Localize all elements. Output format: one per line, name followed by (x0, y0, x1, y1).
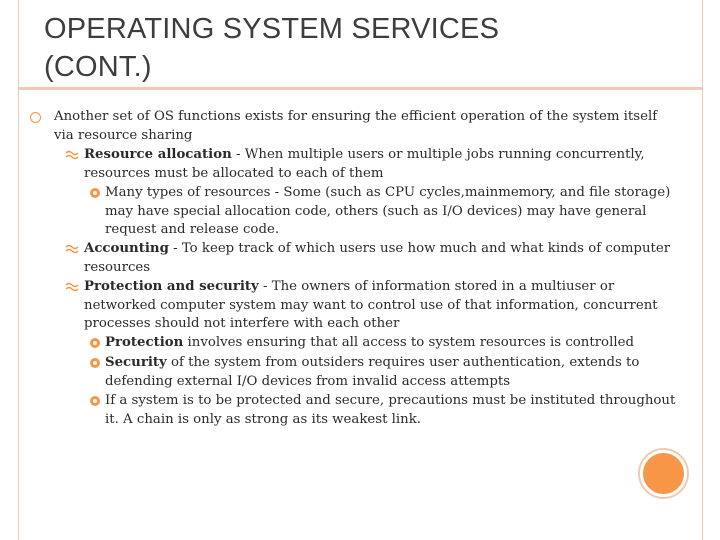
resource-types-item (105, 184, 680, 240)
security-sub-term: Security (105, 355, 167, 370)
protection-sub-item (105, 334, 680, 353)
resource-allocation-text: - When multiple users or multiple jobs running concurrently, resources must be allocated to each of them (84, 147, 645, 181)
security-sub-text: of the system from outsiders requires user authentication, extends to defending external I/O devices from invalid access attempts (105, 355, 640, 389)
intro-item (54, 108, 664, 145)
right-frame-line (702, 0, 703, 540)
accounting-item (84, 240, 674, 277)
protection-text: - The owners of information stored in a multiuser or networked computer system may want to control use of that information, concurrent processes should not interfere with each other (84, 279, 658, 332)
wave-icon (65, 281, 79, 293)
protection-sub-term: Protection (105, 335, 184, 350)
security-sub-item (105, 354, 680, 391)
slide-title-line-2: (CONT.) (44, 51, 152, 83)
slide-title (44, 10, 604, 86)
filled-circle-icon (90, 188, 100, 198)
resource-allocation-item (84, 146, 674, 183)
filled-circle-icon (90, 358, 100, 368)
chain-sub-item (105, 392, 680, 429)
accounting-term: Accounting (84, 241, 169, 256)
protection-sub-text: involves ensuring that all access to system resources is controlled (183, 335, 634, 350)
slide-title-line-1: OPERATING SYSTEM SERVICES (44, 13, 500, 45)
filled-circle-icon (90, 338, 100, 348)
accounting-text: - To keep track of which users use how much and what kinds of computer resources (84, 241, 671, 275)
title-divider (18, 87, 703, 90)
resource-types-text: Many types of resources - Some (such as CPU cycles,mainmemory, and file storage) may have special allocation code, others (such as I/O devices) may have general request and release code. (105, 185, 671, 238)
protection-term: Protection and security (84, 279, 259, 294)
resource-allocation-term: Resource allocation (84, 147, 232, 162)
filled-circle-icon (90, 396, 100, 406)
wave-icon (65, 149, 79, 161)
intro-text: Another set of OS functions exists for ensuring the efficient operation of the system itself via resource sharing (54, 109, 658, 143)
orange-circle-icon (640, 450, 687, 497)
hollow-circle-icon (30, 112, 41, 123)
wave-icon (65, 243, 79, 255)
left-frame-line (18, 0, 19, 540)
chain-sub-text: If a system is to be protected and secure, precautions must be instituted throughout it. A chain is only as strong as its weakest link. (105, 393, 676, 427)
protection-item (84, 278, 674, 334)
